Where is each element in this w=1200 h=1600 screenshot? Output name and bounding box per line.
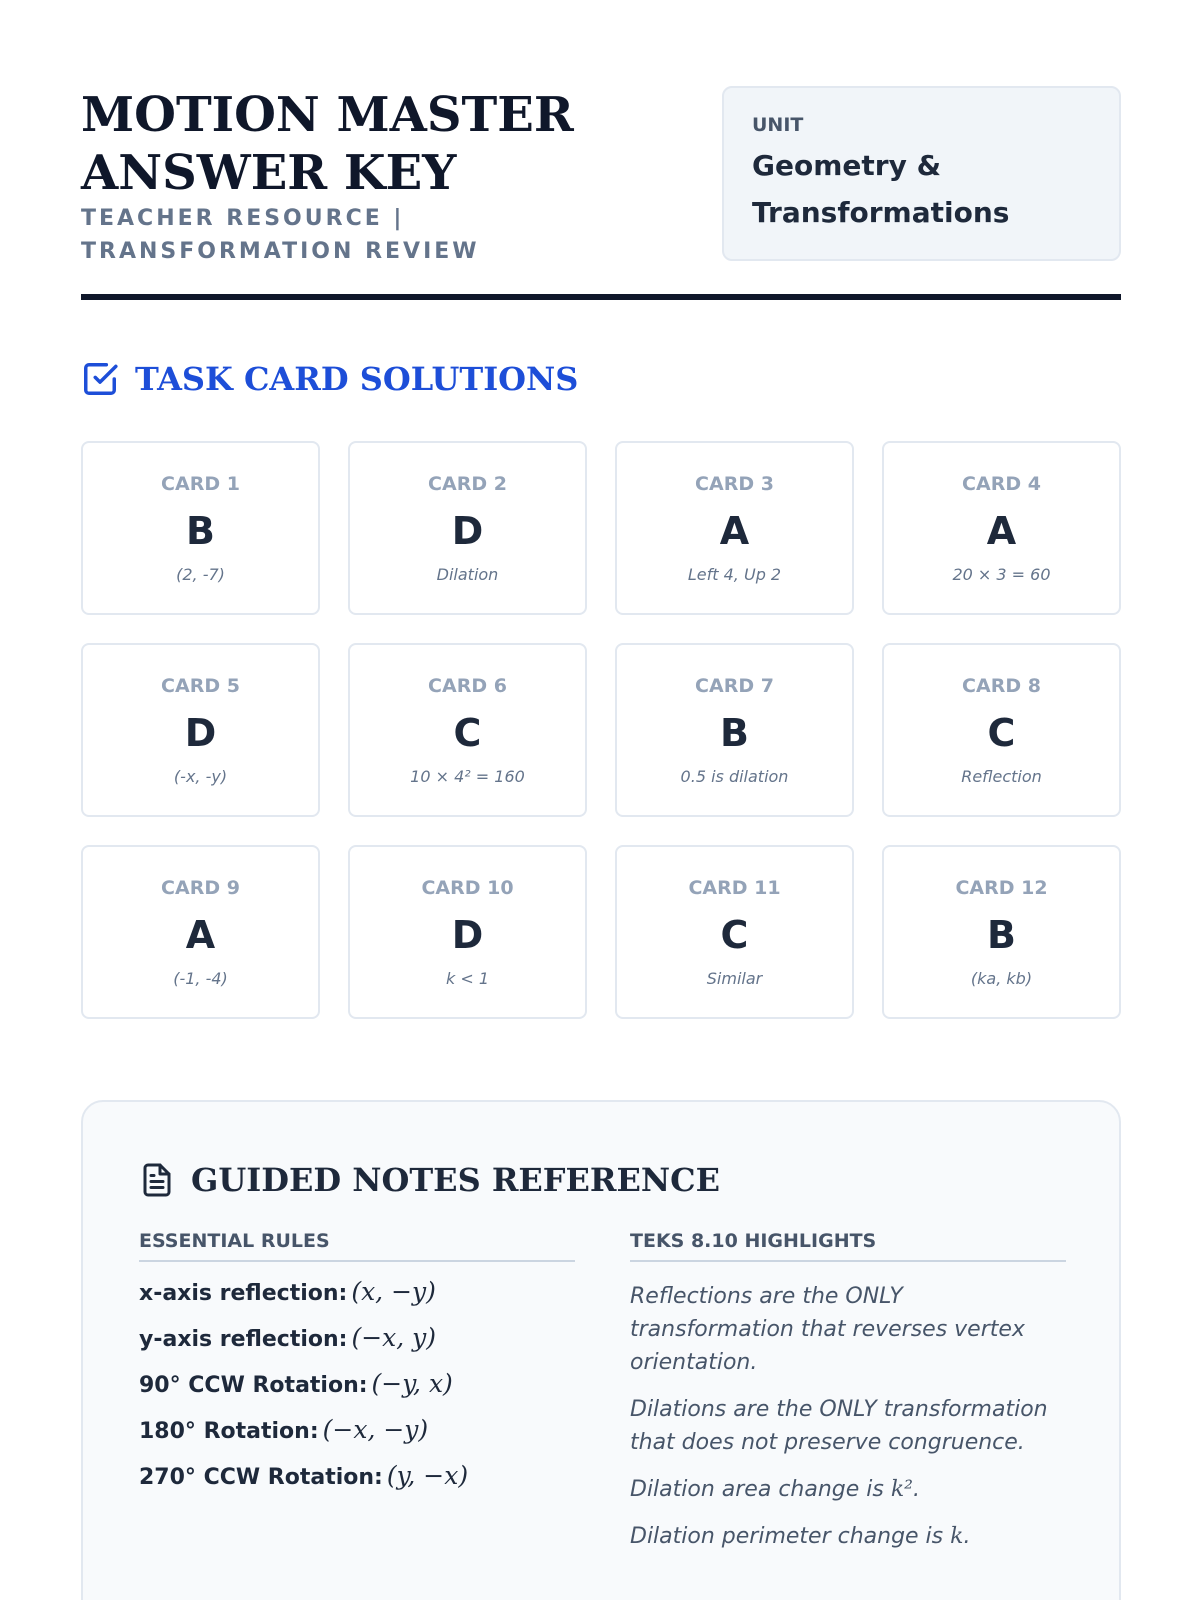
card-note: (ka, kb)	[970, 969, 1033, 988]
card-answer: D	[451, 913, 484, 957]
card-answer: C	[720, 913, 749, 957]
header-divider	[81, 294, 1121, 300]
card-note: 10 × 4² = 160	[410, 767, 525, 786]
page-title: MOTION MASTER ANSWER KEY	[81, 87, 574, 201]
card-answer: D	[451, 509, 484, 553]
card-answer: C	[453, 711, 482, 755]
rule-formula: (−y, x)	[371, 1369, 453, 1398]
card-label: CARD 1	[161, 473, 240, 495]
card-answer: D	[184, 711, 217, 755]
highlight-end: .	[963, 1524, 971, 1549]
page-subtitle: TEACHER RESOURCE | TRANSFORMATION REVIEW	[81, 206, 480, 264]
card-answer: A	[719, 509, 750, 553]
card-answer: A	[986, 509, 1017, 553]
card-note: (2, -7)	[176, 565, 225, 584]
rule-item	[139, 1322, 575, 1354]
highlight-text: Dilation perimeter change is	[630, 1524, 951, 1549]
task-card-section-heading	[81, 357, 578, 401]
card-label: CARD 3	[695, 473, 774, 495]
header	[81, 86, 1121, 300]
rule-item	[139, 1460, 575, 1492]
rule-formula: (−x, y)	[351, 1323, 437, 1352]
card-answer: B	[987, 913, 1016, 957]
essential-rules-heading: ESSENTIAL RULES	[139, 1230, 575, 1262]
task-card	[882, 845, 1121, 1019]
card-label: CARD 4	[962, 473, 1041, 495]
rule-name: 180° Rotation:	[139, 1419, 319, 1444]
card-note: 0.5 is dilation	[680, 767, 789, 786]
guided-notes-title: GUIDED NOTES REFERENCE	[191, 1161, 720, 1199]
card-answer: C	[987, 711, 1016, 755]
task-card-section-title: TASK CARD SOLUTIONS	[135, 360, 579, 398]
checkbox-icon	[81, 360, 119, 398]
unit-value: Geometry & Transformations	[752, 149, 1010, 229]
card-label: CARD 10	[421, 877, 514, 899]
highlight-math: k	[950, 1524, 964, 1549]
task-card	[348, 845, 587, 1019]
task-card	[348, 441, 587, 615]
task-card	[615, 441, 854, 615]
rule-name: 270° CCW Rotation:	[139, 1465, 383, 1490]
rule-item	[139, 1276, 575, 1308]
card-label: CARD 11	[688, 877, 781, 899]
rule-formula: (y, −x)	[386, 1461, 469, 1490]
card-answer: B	[186, 509, 215, 553]
highlight-text: Dilation area change is	[630, 1477, 891, 1502]
rule-item	[139, 1414, 575, 1446]
card-note: 20 × 3 = 60	[952, 565, 1051, 584]
card-note: (-1, -4)	[173, 969, 228, 988]
rule-item	[139, 1368, 575, 1400]
card-note: Reflection	[961, 767, 1042, 786]
task-card	[615, 845, 854, 1019]
rule-name: 90° CCW Rotation:	[139, 1373, 368, 1398]
card-note: k < 1	[445, 969, 490, 988]
task-card	[615, 643, 854, 817]
highlight-math: k²	[890, 1477, 913, 1502]
card-note: Dilation	[436, 565, 499, 584]
card-note: Left 4, Up 2	[687, 565, 782, 584]
card-label: CARD 9	[161, 877, 240, 899]
card-note: (-x, -y)	[173, 767, 228, 786]
card-answer: A	[185, 913, 216, 957]
unit-label: UNIT	[752, 114, 804, 136]
task-card	[882, 643, 1121, 817]
rule-formula: (x, −y)	[351, 1277, 436, 1306]
rule-formula: (−x, −y)	[322, 1415, 429, 1444]
guided-notes-panel	[81, 1100, 1121, 1600]
task-card	[81, 441, 320, 615]
highlight-item: Dilations are the ONLY transformation that does not preserve congruence.	[630, 1397, 1048, 1455]
card-label: CARD 2	[428, 473, 507, 495]
unit-box	[722, 86, 1121, 261]
task-card	[81, 643, 320, 817]
card-label: CARD 6	[428, 675, 507, 697]
highlights-column	[630, 1230, 1066, 1553]
highlights-heading: TEKS 8.10 HIGHLIGHTS	[630, 1230, 1066, 1262]
card-label: CARD 12	[955, 877, 1048, 899]
card-label: CARD 5	[161, 675, 240, 697]
essential-rules-column	[139, 1230, 575, 1492]
card-label: CARD 8	[962, 675, 1041, 697]
rule-name: x-axis reflection:	[139, 1281, 348, 1306]
document-icon	[139, 1160, 175, 1200]
task-card	[81, 845, 320, 1019]
task-card	[348, 643, 587, 817]
highlight-end: .	[913, 1477, 920, 1502]
card-note: Similar	[706, 969, 763, 988]
highlight-item: Reflections are the ONLY transformation that reverses vertex orientation.	[630, 1284, 1025, 1375]
task-card	[882, 441, 1121, 615]
card-label: CARD 7	[695, 675, 774, 697]
highlight-item	[630, 1473, 1066, 1506]
highlight-item	[630, 1520, 1066, 1553]
guided-notes-heading	[139, 1160, 720, 1200]
task-card-grid	[81, 441, 1121, 1019]
card-answer: B	[720, 711, 749, 755]
rule-name: y-axis reflection:	[139, 1327, 348, 1352]
